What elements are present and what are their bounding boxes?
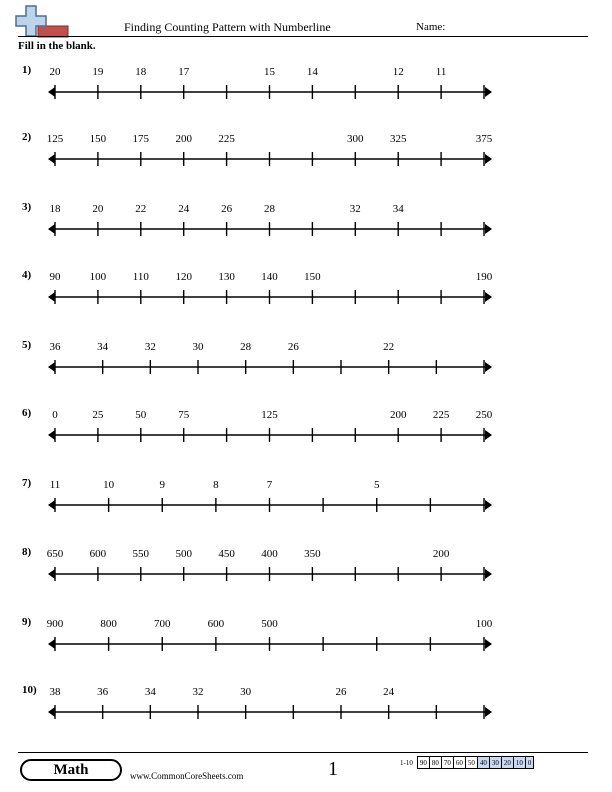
- score-cell: 90: [417, 757, 429, 769]
- problem-number: 8): [22, 546, 32, 558]
- number-line: [0, 131, 612, 181]
- score-cell: 20: [501, 757, 513, 769]
- score-cell: 0: [525, 757, 534, 769]
- tick-label: 300: [347, 133, 364, 145]
- problem-item: [0, 64, 612, 114]
- right-arrow-icon: [485, 87, 492, 97]
- tick-label: 200: [175, 133, 192, 145]
- tick-label: 11: [49, 479, 61, 491]
- tick-label: 250: [475, 409, 493, 421]
- tick-label: 130: [218, 271, 235, 283]
- score-cell: 30: [489, 757, 501, 769]
- problem-number: 9): [22, 616, 32, 628]
- tick-label: 550: [132, 548, 150, 560]
- left-arrow-icon: [48, 292, 55, 302]
- problem-item: [0, 616, 612, 666]
- tick-label: 75: [178, 409, 190, 421]
- tick-label: 38: [49, 686, 61, 698]
- tick-label: 7: [266, 479, 273, 491]
- tick-label: 350: [304, 548, 321, 560]
- tick-label: 32: [192, 686, 204, 698]
- number-line: [0, 477, 612, 527]
- number-line: [0, 546, 612, 596]
- score-table: [398, 756, 534, 769]
- problem-number: 4): [22, 269, 32, 281]
- tick-label: 90: [49, 271, 61, 283]
- right-arrow-icon: [485, 430, 492, 440]
- tick-label: 500: [175, 548, 192, 560]
- tick-label: 34: [392, 203, 404, 215]
- score-cell: 10: [513, 757, 525, 769]
- tick-label: 26: [335, 686, 347, 698]
- right-arrow-icon: [485, 154, 492, 164]
- tick-label: 32: [144, 341, 156, 353]
- tick-label: 800: [100, 618, 117, 630]
- tick-label: 28: [264, 203, 275, 215]
- footer-divider: [18, 752, 588, 753]
- problem-item: [0, 546, 612, 596]
- problem-item: [0, 407, 612, 457]
- tick-label: 30: [240, 686, 252, 698]
- tick-label: 50: [135, 409, 147, 421]
- score-cell: 60: [453, 757, 465, 769]
- tick-label: 140: [261, 271, 278, 283]
- tick-label: 400: [261, 548, 278, 560]
- problem-number: 6): [22, 407, 32, 419]
- number-line: [0, 201, 612, 251]
- tick-label: 25: [92, 409, 104, 421]
- tick-label: 14: [306, 66, 318, 78]
- tick-label: 125: [46, 133, 64, 145]
- left-arrow-icon: [48, 500, 55, 510]
- tick-label: 0: [52, 409, 58, 421]
- score-range: 1-10: [400, 758, 413, 767]
- tick-label: 100: [475, 618, 493, 630]
- right-arrow-icon: [485, 362, 492, 372]
- tick-label: 18: [49, 203, 61, 215]
- header-divider: [18, 36, 588, 37]
- tick-label: 600: [89, 548, 107, 560]
- number-line: [0, 616, 612, 666]
- number-line: [0, 269, 612, 319]
- tick-label: 9: [159, 479, 165, 491]
- tick-label: 5: [374, 479, 380, 491]
- tick-label: 15: [264, 66, 275, 78]
- tick-label: 190: [475, 271, 493, 283]
- problem-item: [0, 477, 612, 527]
- name-label: Name:: [416, 21, 446, 33]
- tick-label: 24: [178, 203, 190, 215]
- tick-label: 12: [392, 66, 404, 78]
- problem-number: 7): [22, 477, 32, 489]
- plus-logo-icon: [14, 4, 70, 38]
- left-arrow-icon: [48, 362, 55, 372]
- tick-label: 34: [144, 686, 156, 698]
- tick-label: 600: [207, 618, 225, 630]
- left-arrow-icon: [48, 569, 55, 579]
- tick-label: 26: [287, 341, 299, 353]
- tick-label: 22: [135, 203, 147, 215]
- tick-label: 125: [261, 409, 278, 421]
- tick-label: 650: [46, 548, 64, 560]
- tick-label: 32: [349, 203, 361, 215]
- left-arrow-icon: [48, 87, 55, 97]
- score-cell: 70: [441, 757, 453, 769]
- tick-label: 110: [132, 271, 149, 283]
- tick-label: 8: [213, 479, 219, 491]
- left-arrow-icon: [48, 707, 55, 717]
- tick-label: 325: [389, 133, 407, 145]
- tick-label: 225: [218, 133, 235, 145]
- tick-label: 200: [432, 548, 450, 560]
- tick-label: 10: [103, 479, 115, 491]
- problem-item: [0, 131, 612, 181]
- problem-number: 3): [22, 201, 32, 213]
- tick-label: 17: [178, 66, 190, 78]
- left-arrow-icon: [48, 639, 55, 649]
- left-arrow-icon: [48, 430, 55, 440]
- tick-label: 225: [432, 409, 450, 421]
- tick-label: 26: [221, 203, 233, 215]
- subject-badge: Math: [20, 759, 122, 781]
- tick-label: 175: [132, 133, 150, 145]
- score-cell: 80: [429, 757, 441, 769]
- tick-label: 36: [49, 341, 61, 353]
- tick-label: 450: [218, 548, 235, 560]
- tick-label: 36: [97, 686, 109, 698]
- right-arrow-icon: [485, 224, 492, 234]
- number-line: [0, 407, 612, 457]
- tick-label: 19: [92, 66, 104, 78]
- problem-number: 2): [22, 131, 32, 143]
- number-line: [0, 339, 612, 389]
- tick-label: 34: [97, 341, 109, 353]
- right-arrow-icon: [485, 639, 492, 649]
- tick-label: 900: [46, 618, 64, 630]
- number-line: [0, 64, 612, 114]
- tick-label: 30: [192, 341, 204, 353]
- score-cell: 50: [465, 757, 477, 769]
- problem-number: 5): [22, 339, 32, 351]
- tick-label: 18: [135, 66, 147, 78]
- tick-label: 200: [389, 409, 407, 421]
- left-arrow-icon: [48, 224, 55, 234]
- site-url: www.CommonCoreSheets.com: [130, 771, 244, 781]
- problem-item: [0, 684, 612, 734]
- tick-label: 20: [92, 203, 104, 215]
- tick-label: 100: [89, 271, 107, 283]
- right-arrow-icon: [485, 500, 492, 510]
- tick-label: 28: [240, 341, 252, 353]
- problem-item: [0, 339, 612, 389]
- tick-label: 120: [175, 271, 192, 283]
- right-arrow-icon: [485, 292, 492, 302]
- problem-item: [0, 269, 612, 319]
- problem-number: 1): [22, 64, 32, 76]
- score-cell: 40: [477, 757, 489, 769]
- tick-label: 500: [261, 618, 278, 630]
- number-line: [0, 684, 612, 734]
- page-title: Finding Counting Pattern with Numberline: [124, 20, 331, 34]
- tick-label: 11: [435, 66, 447, 78]
- problem-number: 10): [22, 684, 37, 696]
- tick-label: 375: [475, 133, 493, 145]
- instructions: Fill in the blank.: [18, 40, 96, 52]
- problem-item: [0, 201, 612, 251]
- tick-label: 24: [383, 686, 395, 698]
- right-arrow-icon: [485, 569, 492, 579]
- right-arrow-icon: [485, 707, 492, 717]
- tick-label: 150: [304, 271, 321, 283]
- left-arrow-icon: [48, 154, 55, 164]
- page-number: 1: [328, 758, 338, 780]
- tick-label: 150: [89, 133, 107, 145]
- tick-label: 700: [154, 618, 171, 630]
- tick-label: 20: [49, 66, 61, 78]
- tick-label: 22: [383, 341, 395, 353]
